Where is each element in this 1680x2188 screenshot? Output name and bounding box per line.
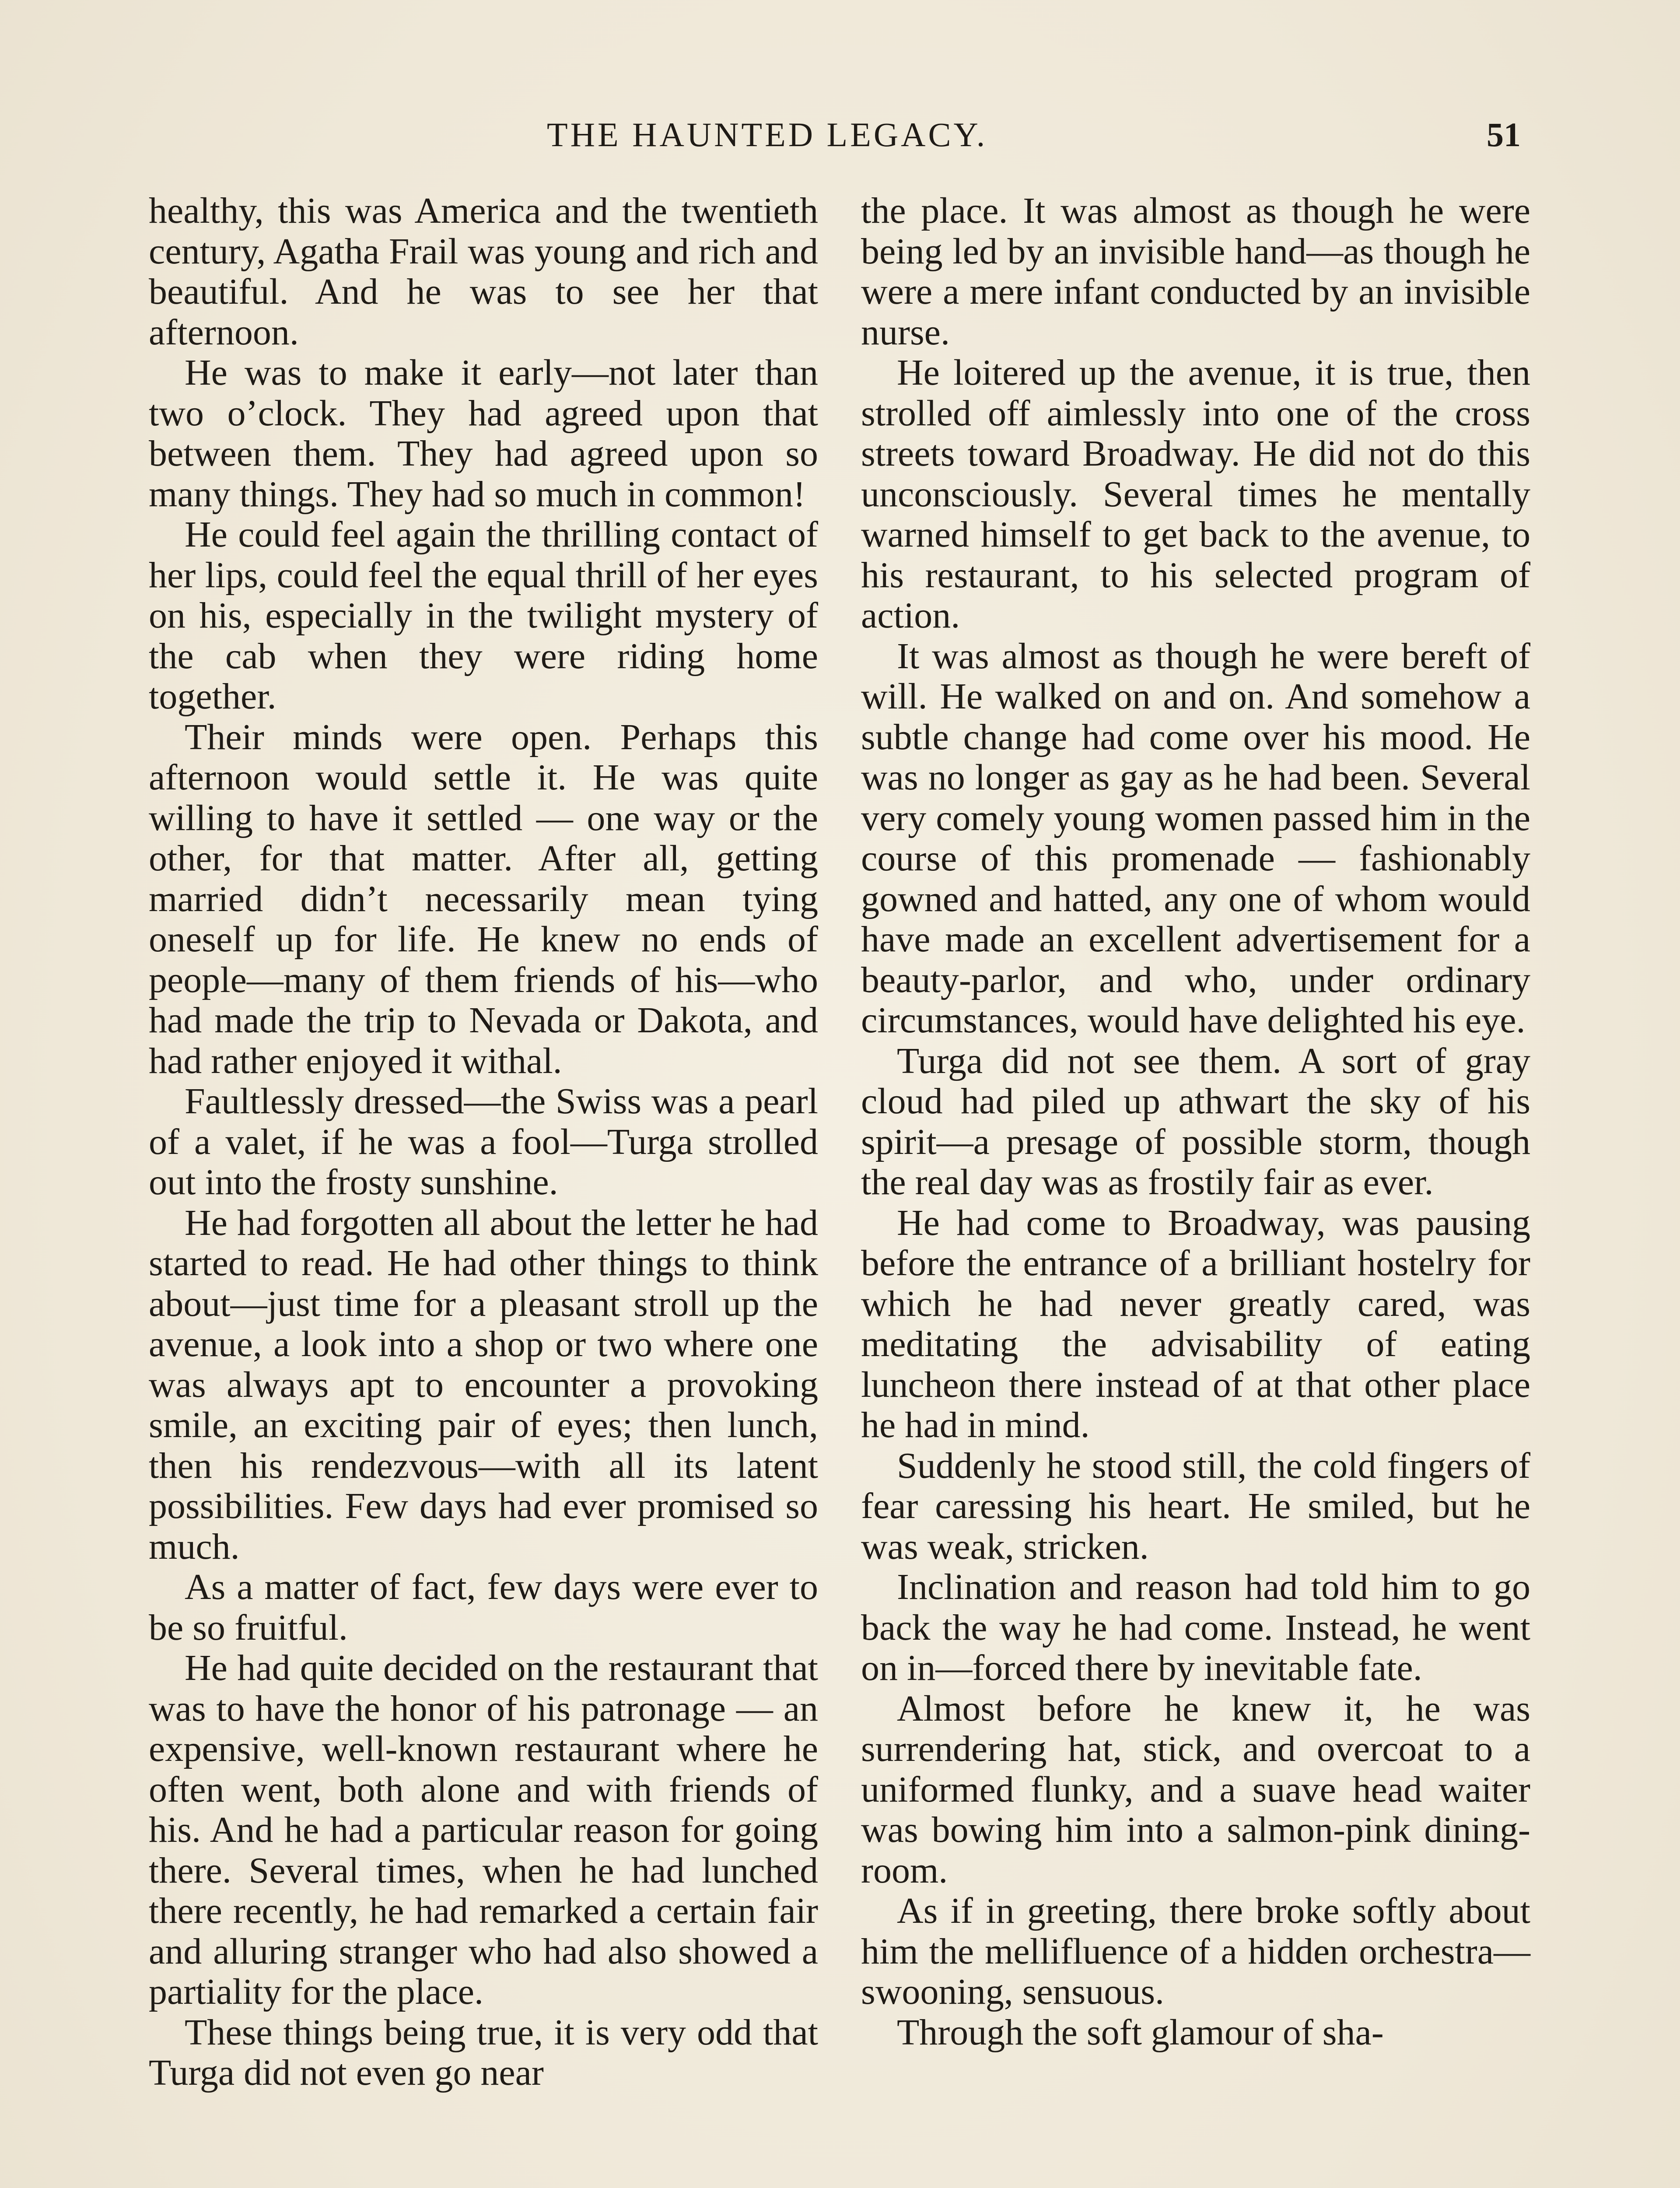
paragraph: the place. It was almost as though he were being led by an invisible hand—as though he were a mere infant conducted by an invisible nurse.	[861, 190, 1530, 353]
page-header	[0, 113, 1680, 165]
paragraph: He could feel again the thrilling contact of her lips, could feel the equal thrill of her eyes on his, especially in the twilight mystery of the cab when they were riding home together.	[149, 514, 818, 717]
left-column	[149, 191, 818, 2093]
paragraph: He was to make it early—not later than two o’clock. They had agreed upon that between them. They had agreed upon so many things. They had so much in common!	[149, 352, 818, 515]
page-number: 51	[1487, 116, 1521, 154]
paragraph: Almost before he knew it, he was surrendering hat, stick, and overcoat to a uniformed flunky, and a suave head waiter was bowing him into a salmon-pink dining-room.	[861, 1688, 1530, 1891]
paragraph: As if in greeting, there broke softly about him the mellifluence of a hidden orchestra—swooning, sensuous.	[861, 1890, 1530, 2012]
paragraph: It was almost as though he were bereft of will. He walked on and on. And somehow a subtle change had come over his mood. He was no longer as gay as he had been. Several very comely young women passed him in the course of this promenade — fashionably gowned and hatted, any one of whom would have made an excellent advertisement for a beauty-parlor, and who, under ordinary circumstances, would have delighted his eye.	[861, 635, 1530, 1041]
paragraph: Turga did not see them. A sort of gray cloud had piled up athwart the sky of his spirit—a presage of possible storm, though the real day was as frostily fair as ever.	[861, 1040, 1530, 1203]
paragraph: He had come to Broadway, was pausing before the entrance of a brilliant hostelry for which he had never greatly cared, was meditating the advisability of eating luncheon there instead of at that other place he had in mind.	[861, 1202, 1530, 1445]
paragraph: He had forgotten all about the letter he had started to read. He had other things to think about—just time for a pleasant stroll up the avenue, a look into a shop or two where one was always apt to encounter a provoking smile, an exciting pair of eyes; then lunch, then his rendezvous—with all its latent possibilities. Few days had ever promised so much.	[149, 1202, 818, 1567]
paragraph: He had quite decided on the restaurant that was to have the honor of his patronage — an expensive, well-known restaurant where he often went, both alone and with friends of his. And he had a particular reason for going there. Several times, when he had lunched there recently, he had remarked a certain fair and alluring stranger who had also showed a partiality for the place.	[149, 1648, 818, 2012]
paragraph: healthy, this was America and the twentieth century, Agatha Frail was young and rich and beautiful. And he was to see her that afternoon.	[149, 190, 818, 353]
paragraph: Inclination and reason had told him to go back the way he had come. Instead, he went on in—forced there by inevitable fate.	[861, 1567, 1530, 1688]
right-column	[861, 191, 1530, 2053]
paragraph: Their minds were open. Perhaps this afternoon would settle it. He was quite willing to have it settled — one way or the other, for that matter. After all, getting married didn’t necessarily mean tying oneself up for life. He knew no ends of people—many of them friends of his—who had made the trip to Nevada or Dakota, and had rather enjoyed it withal.	[149, 716, 818, 1081]
running-title: THE HAUNTED LEGACY.	[547, 116, 988, 154]
paragraph: Through the soft glamour of sha-	[897, 2012, 1384, 2053]
paragraph: He loitered up the avenue, it is true, then strolled off aimlessly into one of the cross streets toward Broadway. He did not do this unconsciously. Several times he mentally warned himself to get back to the avenue, to his restaurant, to his selected program of action.	[861, 352, 1530, 636]
paragraph: Suddenly he stood still, the cold fingers of fear caressing his heart. He smiled, but he was weak, stricken.	[861, 1445, 1530, 1567]
paragraph: Faultlessly dressed—the Swiss was a pearl of a valet, if he was a fool—Turga strolled out into the frosty sunshine.	[149, 1081, 818, 1203]
paragraph: These things being true, it is very odd that Turga did not even go near	[149, 2012, 818, 2093]
paragraph: As a matter of fact, few days were ever to be so fruitful.	[149, 1567, 818, 1648]
